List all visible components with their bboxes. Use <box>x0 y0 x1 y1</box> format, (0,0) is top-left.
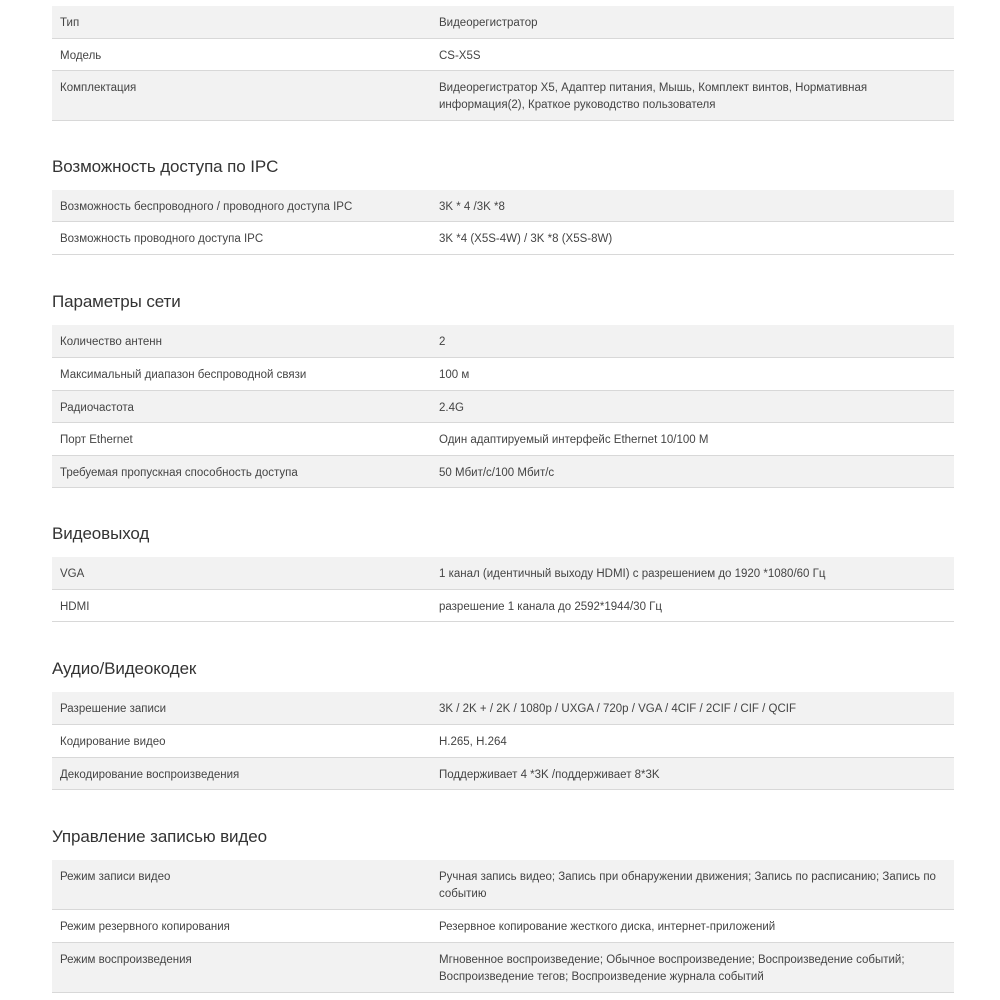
row-value: Мгновенное воспроизведение; Обычное воспроизведение; Воспроизведение событий; Воспроизведение тегов; Воспроизведение журнала событий <box>431 943 954 993</box>
row-value: 3K / 2K + / 2K / 1080p / UXGA / 720p / VGA / 4CIF / 2CIF / CIF / QCIF <box>431 692 954 725</box>
section-title: Возможность доступа по IPC <box>52 157 279 176</box>
table-row <box>52 6 954 39</box>
row-label: Максимальный диапазон беспроводной связи <box>52 358 431 391</box>
row-label: Режим воспроизведения <box>52 943 431 993</box>
row-value: Видеорегистратор X5, Адаптер питания, Мышь, Комплект винтов, Нормативная информация(2), Краткое руководство пользователя <box>431 71 954 121</box>
row-label: HDMI <box>52 590 431 622</box>
table-row <box>52 557 954 590</box>
row-value: 100 м <box>431 358 954 391</box>
table-row <box>52 692 954 725</box>
row-label: Количество антенн <box>52 325 431 358</box>
table-row <box>52 190 954 222</box>
row-label: Декодирование воспроизведения <box>52 758 431 790</box>
section-title: Видеовыход <box>52 524 150 543</box>
table-row <box>52 590 954 622</box>
row-label: Кодирование видео <box>52 725 431 758</box>
table-row <box>52 222 954 255</box>
section-video-output <box>52 519 946 622</box>
table-row <box>52 71 954 121</box>
row-label: VGA <box>52 557 431 590</box>
row-label: Комплектация <box>52 71 431 121</box>
row-value: Поддерживает 4 *3K /поддерживает 8*3K <box>431 758 954 790</box>
row-value: Один адаптируемый интерфейс Ethernet 10/100 M <box>431 423 954 456</box>
table-row <box>52 391 954 423</box>
row-label: Возможность беспроводного / проводного доступа IPC <box>52 190 431 222</box>
table-row <box>52 943 954 993</box>
row-value: 2 <box>431 325 954 358</box>
row-label: Модель <box>52 39 431 71</box>
row-label: Режим резервного копирования <box>52 910 431 943</box>
spec-table-general <box>52 6 954 121</box>
row-label: Разрешение записи <box>52 692 431 725</box>
table-row <box>52 456 954 488</box>
row-value: CS-X5S <box>431 39 954 71</box>
section-codec <box>52 654 946 790</box>
row-value: H.265, H.264 <box>431 725 954 758</box>
row-label: Тип <box>52 6 431 39</box>
section-title: Аудио/Видеокодек <box>52 659 197 678</box>
spec-table-video-output <box>52 557 954 622</box>
row-label: Возможность проводного доступа IPC <box>52 222 431 255</box>
table-row <box>52 39 954 71</box>
spec-table-codec <box>52 692 954 790</box>
spec-table-recording-management <box>52 860 954 993</box>
table-row <box>52 910 954 943</box>
section-title: Параметры сети <box>52 292 181 311</box>
row-value: Резервное копирование жесткого диска, интернет-приложений <box>431 910 954 943</box>
section-general <box>52 6 946 121</box>
section-title: Управление записью видео <box>52 827 267 846</box>
row-value: 2.4G <box>431 391 954 423</box>
section-ipc-access <box>52 152 946 255</box>
row-value: разрешение 1 канала до 2592*1944/30 Гц <box>431 590 954 622</box>
table-row <box>52 423 954 456</box>
row-value: Видеорегистратор <box>431 6 954 39</box>
table-row <box>52 358 954 391</box>
row-value: 50 Мбит/с/100 Мбит/с <box>431 456 954 488</box>
spec-table-ipc-access <box>52 190 954 255</box>
row-value: 1 канал (идентичный выходу HDMI) с разрешением до 1920 *1080/60 Гц <box>431 557 954 590</box>
section-recording-management <box>52 822 946 993</box>
row-value: 3K *4 (X5S-4W) / 3K *8 (X5S-8W) <box>431 222 954 255</box>
row-label: Режим записи видео <box>52 860 431 910</box>
row-value: Ручная запись видео; Запись при обнаружении движения; Запись по расписанию; Запись по событию <box>431 860 954 910</box>
spec-table-network <box>52 325 954 488</box>
section-network <box>52 287 946 488</box>
row-label: Порт Ethernet <box>52 423 431 456</box>
table-row <box>52 860 954 910</box>
row-value: 3K * 4 /3K *8 <box>431 190 954 222</box>
row-label: Требуемая пропускная способность доступа <box>52 456 431 488</box>
table-row <box>52 758 954 790</box>
table-row <box>52 725 954 758</box>
table-row <box>52 325 954 358</box>
row-label: Радиочастота <box>52 391 431 423</box>
